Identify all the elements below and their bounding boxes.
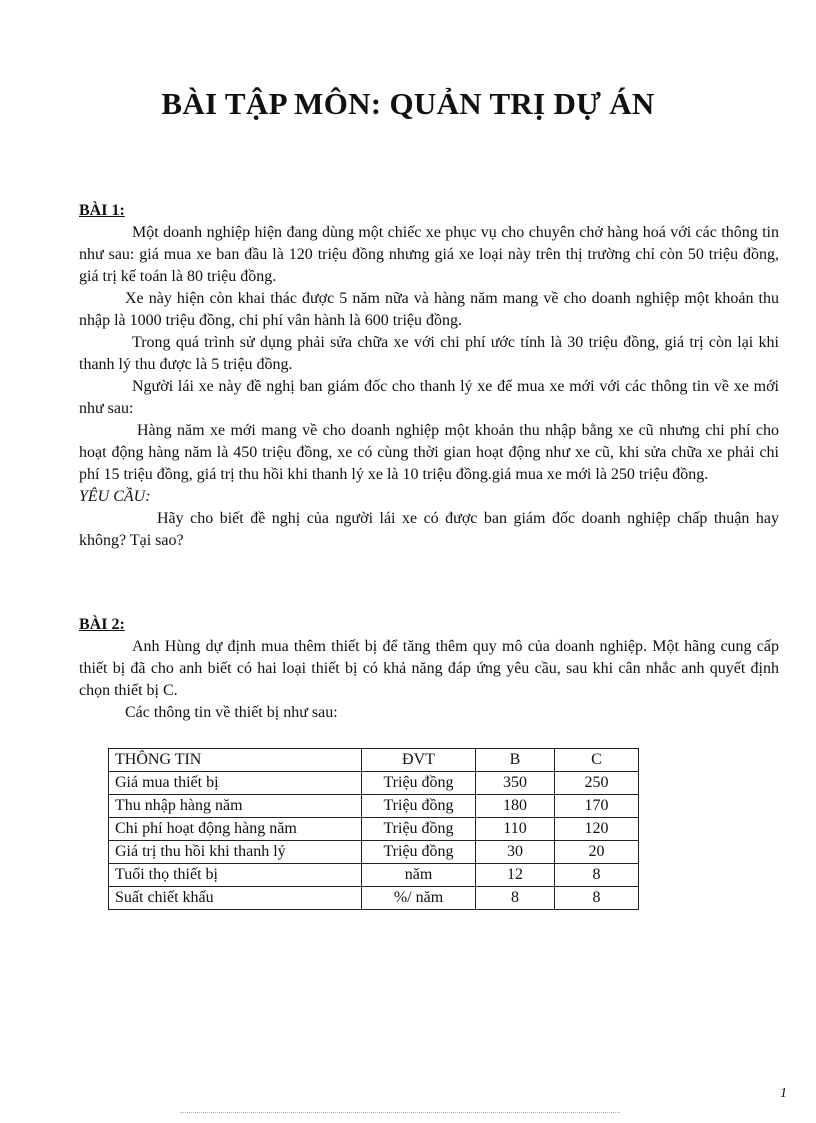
requirement-label: YÊU CẦU:: [79, 488, 151, 505]
table-cell: Triệu đồng: [362, 795, 476, 818]
exercise-2-paragraph: Anh Hùng dự định mua thêm thiết bị để tăng thêm quy mô của doanh nghiệp. Một hãng cung cấp thiết bị đã cho anh biết có hai loại thiết bị có khả năng đáp ứng yêu cầu, sau khi cân nhắc anh quyết định chọn thiết bị C.: [79, 638, 779, 699]
table-cell: 170: [555, 795, 639, 818]
table-cell: 250: [555, 772, 639, 795]
table-cell: Giá trị thu hồi khi thanh lý: [109, 841, 362, 864]
exercise-2-heading: BÀI 2:: [79, 616, 125, 633]
table-header-row: [109, 749, 639, 772]
table-cell: 8: [555, 887, 639, 910]
equipment-info-table: [108, 748, 639, 910]
table-cell: 8: [476, 887, 555, 910]
scan-artifact-divider: [180, 1112, 620, 1113]
table-row: [109, 772, 639, 795]
exercise-2: [79, 614, 779, 724]
table-cell: 30: [476, 841, 555, 864]
table-header-cell: ĐVT: [362, 749, 476, 772]
table-cell: Giá mua thiết bị: [109, 772, 362, 795]
table-cell: Triệu đồng: [362, 818, 476, 841]
exercise-2-paragraph: Các thông tin về thiết bị như sau:: [125, 704, 338, 721]
exercise-1-paragraph: Xe này hiện còn khai thác được 5 năm nữa và hàng năm mang về cho doanh nghiệp một khoản thu nhập là 1000 triệu đồng, chi phí vân hành là 600 triệu đồng.: [79, 290, 779, 329]
exercise-1: [79, 200, 779, 552]
table-cell: năm: [362, 864, 476, 887]
document-title: BÀI TẬP MÔN: QUẢN TRỊ DỰ ÁN: [161, 86, 655, 121]
table-header-cell: B: [476, 749, 555, 772]
table-cell: Suất chiết khấu: [109, 887, 362, 910]
exercise-1-paragraph: Hàng năm xe mới mang về cho doanh nghiệp một khoản thu nhập bằng xe cũ nhưng chi phí cho hoạt động hàng năm là 450 triệu đồng, xe có cùng thời gian hoạt động như xe cũ, khi sửa chữa xe phải chi phí 15 triệu đồng, giá trị thu hồi khi thanh lý xe là 10 triệu đồng.giá mua xe mới là 250 triệu đồng.: [79, 422, 779, 483]
exercise-1-paragraph: Trong quá trình sử dụng phải sửa chữa xe với chi phí ước tính là 30 triệu đồng, giá trị còn lại khi thanh lý thu được là 5 triệu đồng.: [79, 334, 779, 373]
table-row: [109, 795, 639, 818]
page-number: 1: [780, 1086, 787, 1101]
table-row: [109, 887, 639, 910]
table-cell: 8: [555, 864, 639, 887]
table-header-cell: THÔNG TIN: [109, 749, 362, 772]
table-cell: 20: [555, 841, 639, 864]
table-row: [109, 818, 639, 841]
table-cell: Thu nhập hàng năm: [109, 795, 362, 818]
table-cell: 110: [476, 818, 555, 841]
table-cell: Triệu đồng: [362, 841, 476, 864]
table-cell: 12: [476, 864, 555, 887]
exercise-1-paragraph: Người lái xe này đề nghị ban giám đốc cho thanh lý xe để mua xe mới với các thông tin về xe mới như sau:: [79, 378, 779, 417]
table-cell: Tuổi thọ thiết bị: [109, 864, 362, 887]
table-header-cell: C: [555, 749, 639, 772]
table-cell: %/ năm: [362, 887, 476, 910]
table-cell: Chi phí hoạt động hàng năm: [109, 818, 362, 841]
table-row: [109, 841, 639, 864]
table-row: [109, 864, 639, 887]
table-cell: 350: [476, 772, 555, 795]
table-cell: 120: [555, 818, 639, 841]
table-cell: Triệu đồng: [362, 772, 476, 795]
exercise-1-heading: BÀI 1:: [79, 202, 125, 219]
table-cell: 180: [476, 795, 555, 818]
requirement-text: Hãy cho biết đề nghị của người lái xe có được ban giám đốc doanh nghiệp chấp thuận hay không? Tại sao?: [79, 510, 779, 549]
exercise-1-paragraph: Một doanh nghiệp hiện đang dùng một chiếc xe phục vụ cho chuyên chở hàng hoá với các thông tin như sau: giá mua xe ban đầu là 120 triệu đồng nhưng giá xe loại này trên thị trường chỉ còn 50 triệu đồng, giá trị kế toán là 80 triệu đồng.: [79, 224, 779, 285]
